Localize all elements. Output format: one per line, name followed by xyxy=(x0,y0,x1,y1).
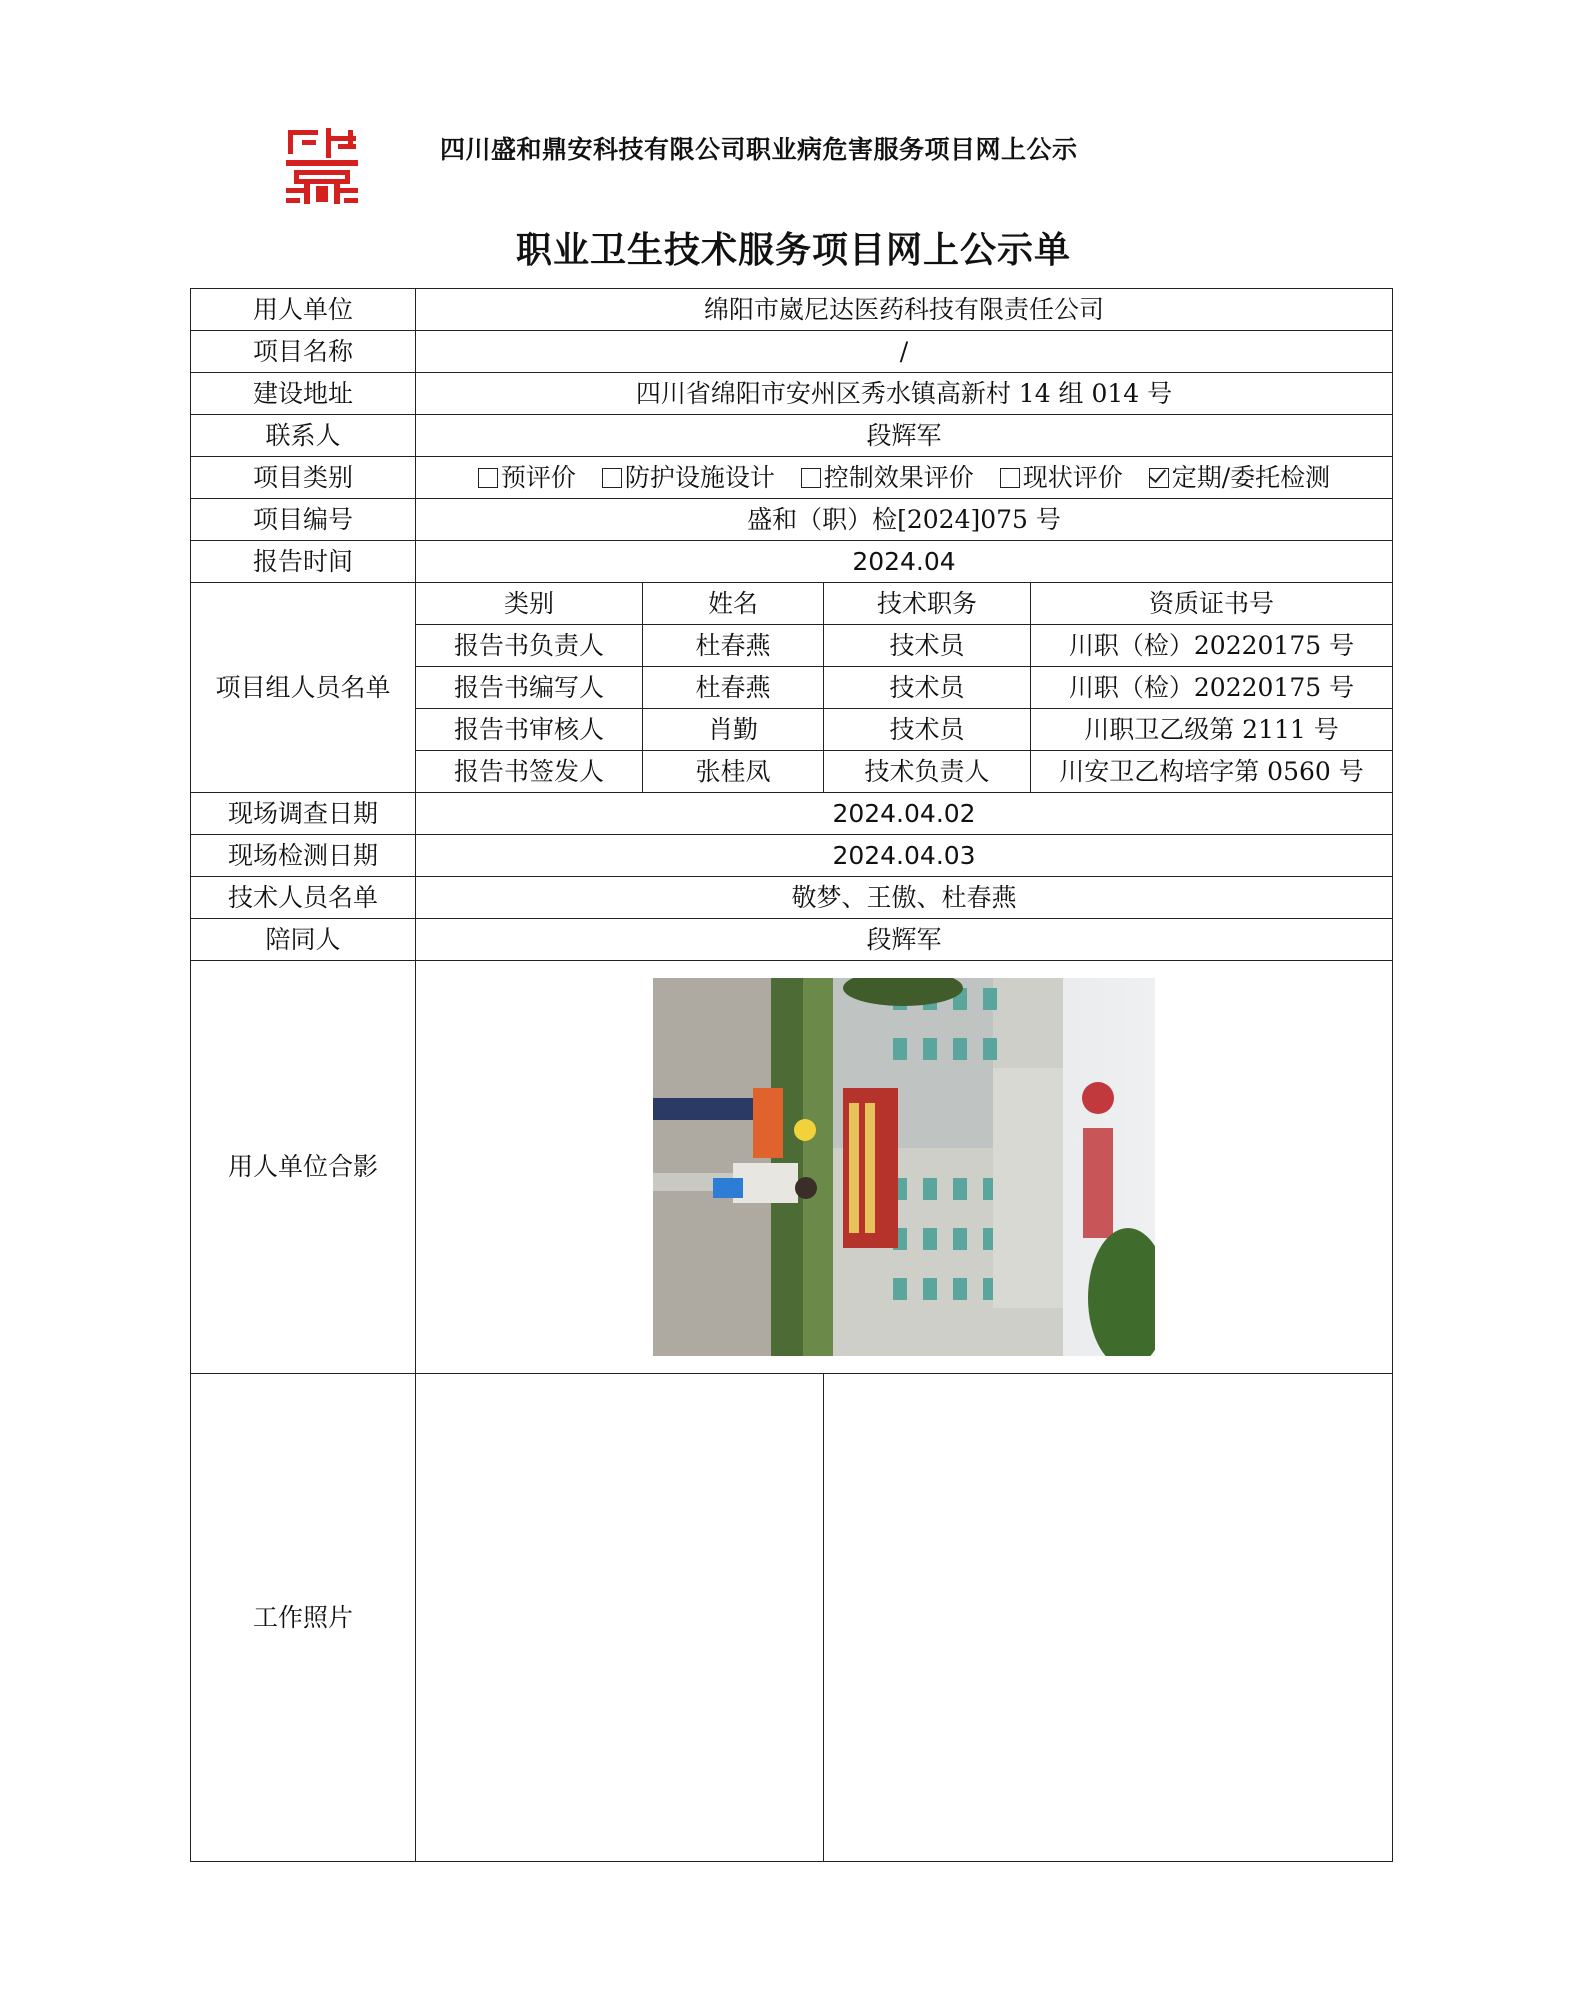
contact-label: 联系人 xyxy=(191,415,416,457)
address-label: 建设地址 xyxy=(191,373,416,415)
contact-row xyxy=(191,415,1393,457)
team-header-row xyxy=(191,583,1393,625)
test-date-value: 2024.04.03 xyxy=(416,835,1393,877)
project-name-value: / xyxy=(416,331,1393,373)
category-option-label: 防护设施设计 xyxy=(624,462,775,492)
report-time-row xyxy=(191,541,1393,583)
category-option-status-evaluation[interactable] xyxy=(1000,463,1123,493)
employer-row xyxy=(191,289,1393,331)
work-photo-label: 工作照片 xyxy=(191,1374,416,1862)
group-photo-cell xyxy=(416,961,1393,1374)
team-cell-certificate: 川职（检）20220175 号 xyxy=(1031,667,1393,709)
category-row xyxy=(191,457,1393,499)
company-logo xyxy=(282,126,362,206)
team-cell-certificate: 川安卫乙构培字第 0560 号 xyxy=(1031,751,1393,793)
test-date-row xyxy=(191,835,1393,877)
company-notice-heading: 四川盛和鼎安科技有限公司职业病危害服务项目网上公示 xyxy=(440,135,1078,164)
category-option-label: 现状评价 xyxy=(1022,462,1123,492)
test-date-label: 现场检测日期 xyxy=(191,835,416,877)
survey-date-value: 2024.04.02 xyxy=(416,793,1393,835)
team-cell-certificate: 川职卫乙级第 2111 号 xyxy=(1031,709,1393,751)
category-option-control-effect[interactable] xyxy=(801,463,974,493)
team-header-category: 类别 xyxy=(416,583,643,625)
project-number-value: 盛和（职）检[2024]075 号 xyxy=(416,499,1393,541)
tech-staff-row xyxy=(191,877,1393,919)
category-option-label: 控制效果评价 xyxy=(823,462,974,492)
checkbox-icon[interactable] xyxy=(478,468,498,488)
project-number-label: 项目编号 xyxy=(191,499,416,541)
team-cell-name: 杜春燕 xyxy=(643,667,824,709)
document-title: 职业卫生技术服务项目网上公示单 xyxy=(515,229,1071,271)
category-options xyxy=(416,457,1393,499)
group-photo-image xyxy=(653,978,1155,1356)
report-time-label: 报告时间 xyxy=(191,541,416,583)
tech-staff-label: 技术人员名单 xyxy=(191,877,416,919)
category-option-label: 预评价 xyxy=(500,462,576,492)
survey-date-label: 现场调查日期 xyxy=(191,793,416,835)
team-cell-name: 杜春燕 xyxy=(643,625,824,667)
category-option-pre-evaluation[interactable] xyxy=(478,463,576,493)
group-photo-label: 用人单位合影 xyxy=(191,961,416,1374)
category-label: 项目类别 xyxy=(191,457,416,499)
team-cell-title: 技术员 xyxy=(824,709,1031,751)
team-cell-role: 报告书编写人 xyxy=(416,667,643,709)
companion-row xyxy=(191,919,1393,961)
work-photo-slot-1 xyxy=(416,1374,824,1862)
team-label: 项目组人员名单 xyxy=(191,583,416,793)
category-option-label: 定期/委托检测 xyxy=(1171,462,1331,492)
team-header-name: 姓名 xyxy=(643,583,824,625)
contact-value: 段辉军 xyxy=(416,415,1393,457)
team-cell-role: 报告书审核人 xyxy=(416,709,643,751)
employer-value: 绵阳市崴尼达医药科技有限责任公司 xyxy=(416,289,1393,331)
address-value: 四川省绵阳市安州区秀水镇高新村 14 组 014 号 xyxy=(416,373,1393,415)
category-option-periodic-testing[interactable] xyxy=(1149,463,1330,493)
team-cell-title: 技术负责人 xyxy=(824,751,1031,793)
category-option-protection-design[interactable] xyxy=(602,463,775,493)
team-header-title: 技术职务 xyxy=(824,583,1031,625)
team-header-certificate: 资质证书号 xyxy=(1031,583,1393,625)
team-cell-name: 肖勤 xyxy=(643,709,824,751)
address-row xyxy=(191,373,1393,415)
checkbox-icon[interactable] xyxy=(602,468,622,488)
checked-checkbox-icon[interactable] xyxy=(1149,468,1169,488)
project-number-row xyxy=(191,499,1393,541)
report-time-value: 2024.04 xyxy=(416,541,1393,583)
checkbox-icon[interactable] xyxy=(801,468,821,488)
checkbox-icon[interactable] xyxy=(1000,468,1020,488)
team-cell-title: 技术员 xyxy=(824,625,1031,667)
notice-table xyxy=(190,288,1393,1862)
survey-date-row xyxy=(191,793,1393,835)
group-photo-row xyxy=(191,961,1393,1374)
tech-staff-value: 敬梦、王傲、杜春燕 xyxy=(416,877,1393,919)
employer-label: 用人单位 xyxy=(191,289,416,331)
companion-value: 段辉军 xyxy=(416,919,1393,961)
team-cell-name: 张桂凤 xyxy=(643,751,824,793)
team-cell-title: 技术员 xyxy=(824,667,1031,709)
team-cell-role: 报告书签发人 xyxy=(416,751,643,793)
companion-label: 陪同人 xyxy=(191,919,416,961)
work-photo-row xyxy=(191,1374,1393,1862)
team-cell-certificate: 川职（检）20220175 号 xyxy=(1031,625,1393,667)
project-name-row xyxy=(191,331,1393,373)
team-cell-role: 报告书负责人 xyxy=(416,625,643,667)
project-name-label: 项目名称 xyxy=(191,331,416,373)
work-photo-slot-2 xyxy=(824,1374,1393,1862)
